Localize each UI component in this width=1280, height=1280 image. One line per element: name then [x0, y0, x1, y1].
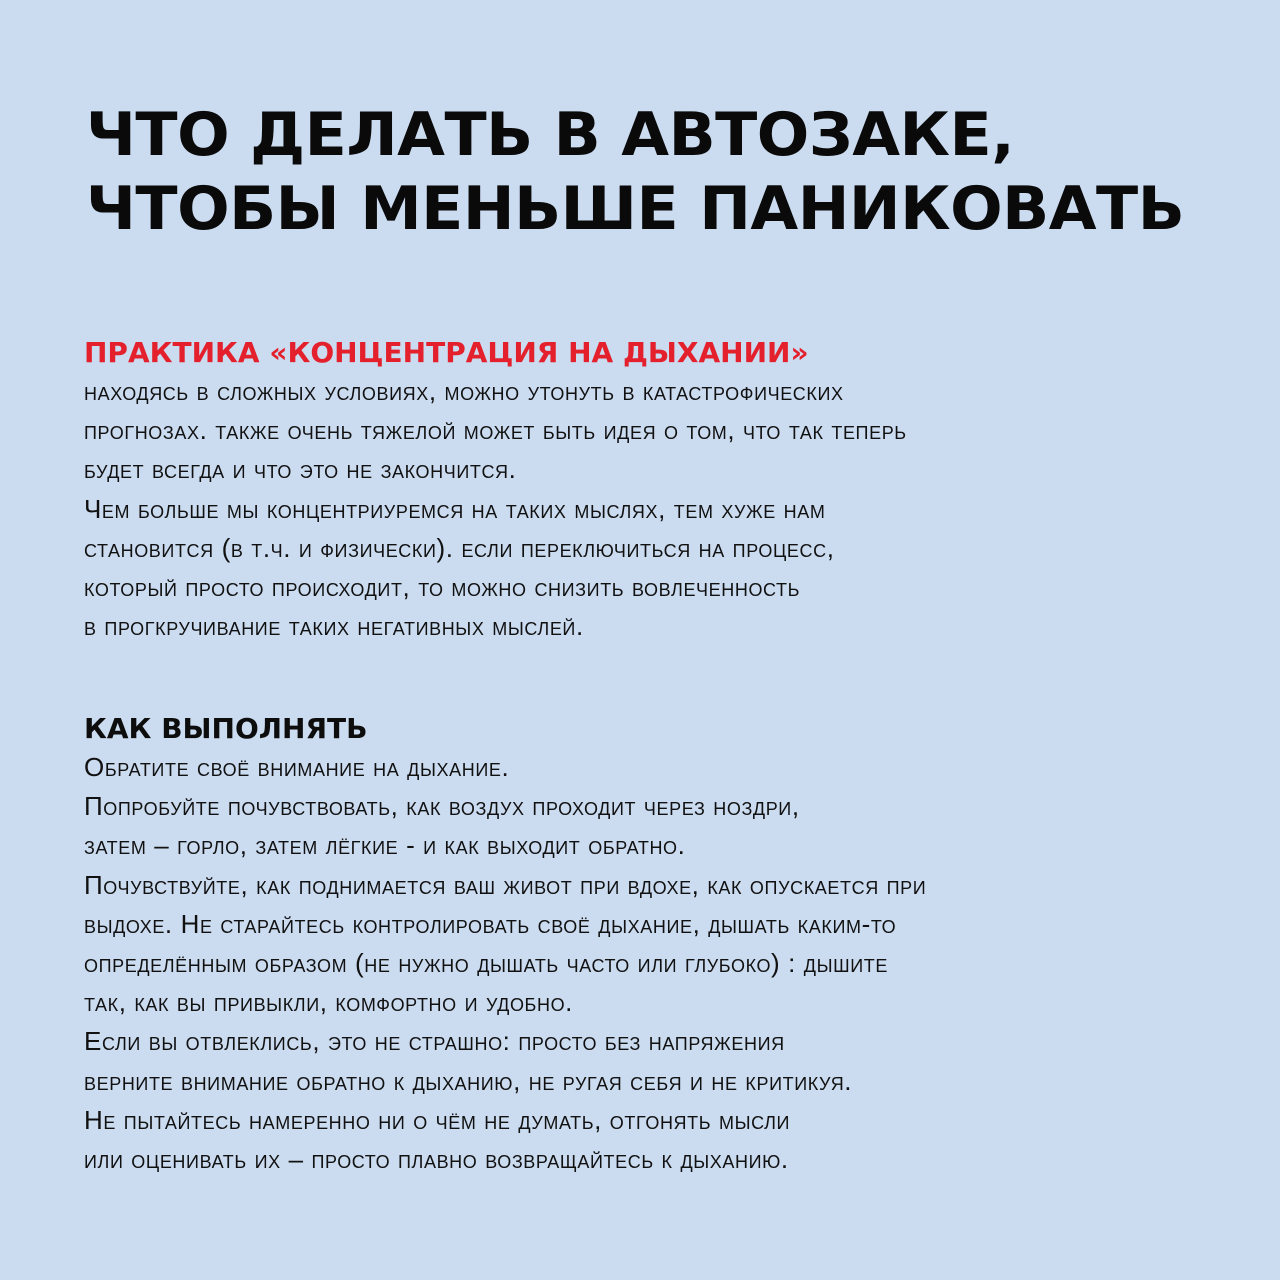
howto-text-line: Почувствуйте, как поднимается ваш живот при вдохе, как опускается при — [84, 869, 927, 900]
practice-text-line: в прогкручивание таких негативных мыслей. — [84, 611, 584, 642]
howto-text-line: или оценивать их – просто плавно возвращайтесь к дыханию. — [84, 1144, 789, 1175]
howto-heading: КАК ВЫПОЛНЯТЬ — [84, 712, 368, 745]
howto-text-line: так, как вы привыкли, комфортно и удобно. — [84, 987, 573, 1018]
howto-text-line: верните внимание обратно к дыханию, не ругая себя и не критикуя. — [84, 1065, 853, 1096]
howto-text-line: определённым образом (не нужно дышать часто или глубоко) : дышите — [84, 948, 888, 979]
page-title-line-1: ЧТО ДЕЛАТЬ В АВТОЗАКЕ, — [86, 100, 1015, 170]
howto-text-line: Обратите своё внимание на дыхание. — [84, 752, 510, 782]
howto-text-line: Не пытайтесь намеренно ни о чём не думать, отгонять мысли — [84, 1104, 791, 1135]
howto-text — [84, 748, 926, 1179]
howto-text-line: выдохе. Не старайтесь контролировать своё дыхание, дышать каким-то — [84, 908, 897, 939]
howto-text-line: Попробуйте почувствовать, как воздух проходит через ноздри, — [84, 791, 800, 822]
page-title-line-2: ЧТОБЫ МЕНЬШЕ ПАНИКОВАТЬ — [86, 174, 1185, 244]
howto-text-line: затем – горло, затем лёгкие - и как выходит обратно. — [84, 830, 686, 861]
practice-text-line: будет всегда и что это не закончится. — [84, 454, 517, 485]
page-title — [86, 98, 1184, 246]
practice-text — [84, 372, 907, 646]
practice-heading: ПРАКТИКА «КОНЦЕНТРАЦИЯ НА ДЫХАНИИ» — [84, 336, 809, 369]
practice-text-line: который просто происходит, то можно снизить вовлеченность — [84, 572, 801, 603]
howto-text-line: Если вы отвлеклись, это не страшно: просто без напряжения — [84, 1026, 785, 1057]
howto-section — [84, 710, 926, 1179]
practice-text-line: прогнозах. также очень тяжелой может быть идея о том, что так теперь — [84, 415, 907, 446]
practice-section — [84, 334, 907, 646]
practice-text-line: становится (в т.ч. и физически). если переключиться на процесс, — [84, 532, 835, 563]
practice-text-line: Чем больше мы концентриуремся на таких мыслях, тем хуже нам — [84, 493, 826, 524]
practice-text-line: находясь в сложных условиях, можно утонуть в катастрофических — [84, 376, 844, 406]
